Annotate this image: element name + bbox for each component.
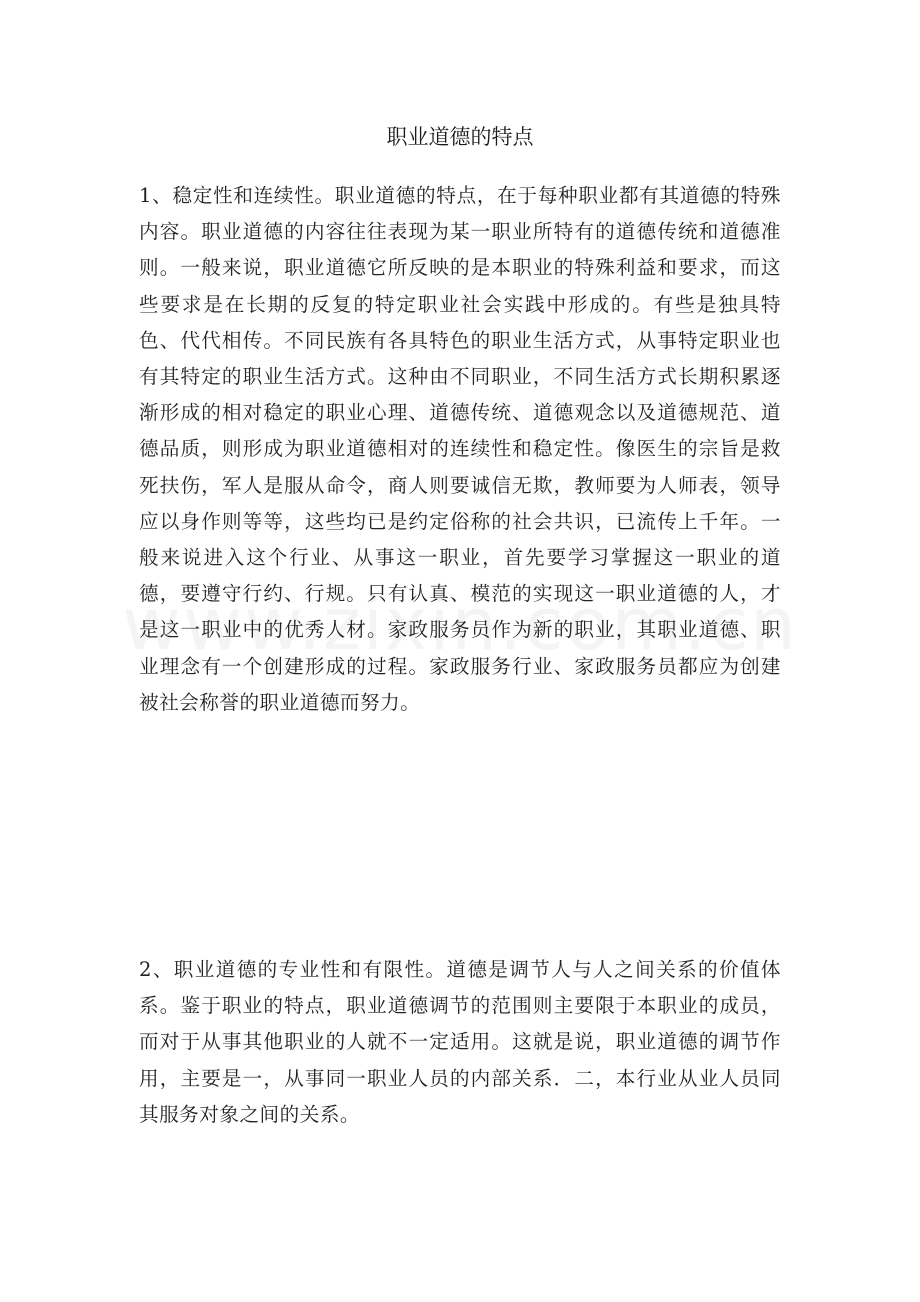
paragraph-1: 1、稳定性和连续性。职业道德的特点，在于每种职业都有其道德的特殊内容。职业道德的内容往往表现为某一职业所特有的道德传统和道德准则。一般来说，职业道德它所反映的是本职业的特殊利益和要求，而这些要求是在长期的反复的特定职业社会实践中形成的。有些是独具特色、代代相传。不同民族有各具特色的职业生活方式，从事特定职业也有其特定的职业生活方式。这种由不同职业，不同生活方式长期积累逐渐形成的相对稳定的职业心理、道德传统、道德观念以及道德规范、道德品质，则形成为职业道德相对的连续性和稳定性。像医生的宗旨是救死扶伤，军人是服从命令，商人则要诚信无欺，教师要为人师表，领导应以身作则等等，这些均已是约定俗称的社会共识，已流传上千年。一般来说进入这个行业、从事这一职业，首先要学习掌握这一职业的道德，要遵守行约、行规。只有认真、模范的实现这一职业道德的人，才是这一职业中的优秀人材。家政服务员作为新的职业，其职业道德、职业理念有一个创建形成的过程。家政服务行业、家政服务员都应为创建被社会称誉的职业道德而努力。	[139, 184, 781, 714]
paragraph-2: 2、职业道德的专业性和有限性。道德是调节人与人之间关系的价值体系。鉴于职业的特点，职业道德调节的范围则主要限于本职业的成员，而对于从事其他职业的人就不一定适用。这就是说，职业道德的调节作用，主要是一，从事同一职业人员的内部关系．二，本行业从业人员同其服务对象之间的关系。	[139, 958, 781, 1126]
document-title: 职业道德的特点	[386, 125, 534, 149]
